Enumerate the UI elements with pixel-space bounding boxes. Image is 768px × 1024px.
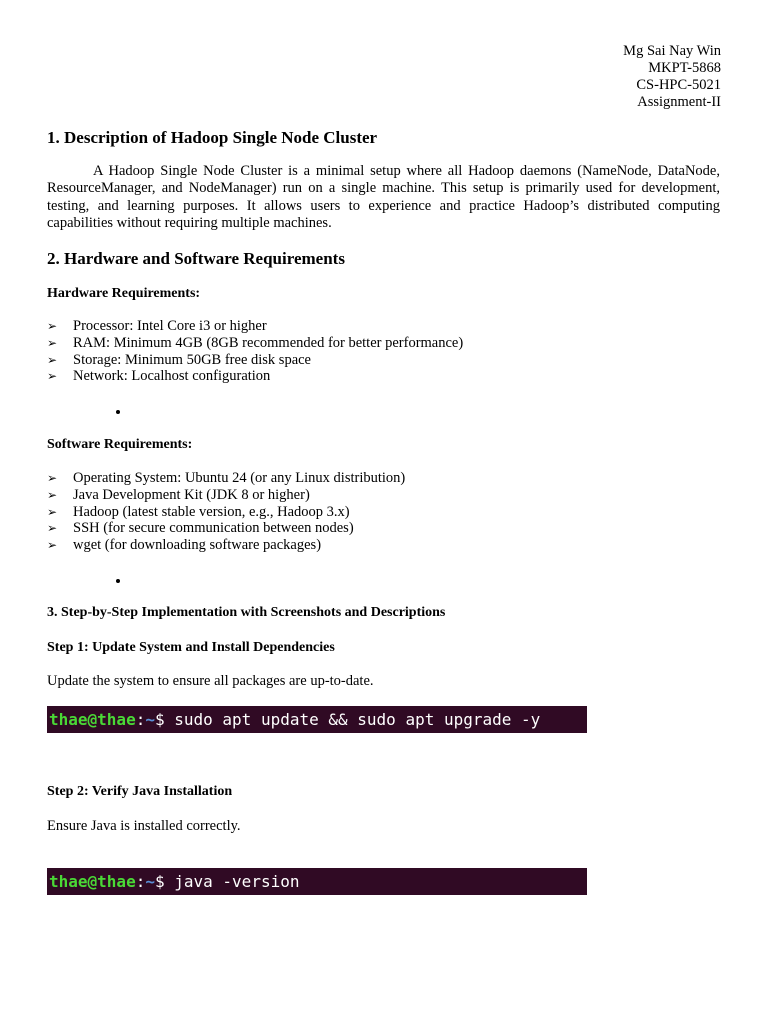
document-header: [623, 43, 721, 111]
list-item: ➢ Storage: Minimum 50GB free disk space: [47, 351, 311, 368]
list-item: ➢ Operating System: Ubuntu 24 (or any Linux distribution): [47, 470, 406, 486]
arrow-bullet-icon: ➢: [47, 471, 58, 485]
hardware-requirements-list: [47, 318, 463, 385]
section-2-title: 2. Hardware and Software Requirements: [47, 249, 345, 268]
list-item: ➢ RAM: Minimum 4GB (8GB recommended for better performance): [47, 334, 464, 351]
software-requirements-list: [47, 470, 405, 554]
empty-bullet-icon: [116, 410, 120, 414]
prompt-separator: :: [135, 710, 146, 729]
arrow-bullet-icon: ➢: [47, 521, 58, 536]
prompt-path: ~: [145, 872, 155, 891]
section-3-title: 3. Step-by-Step Implementation with Screenshots and Descriptions: [47, 605, 446, 620]
terminal-screenshot-java: [47, 868, 587, 895]
list-item: ➢ Processor: Intel Core i3 or higher: [47, 318, 267, 334]
arrow-bullet-icon: ➢: [47, 335, 58, 350]
arrow-bullet-icon: ➢: [47, 369, 58, 384]
section-1-title: 1. Description of Hadoop Single Node Cluster: [47, 128, 378, 147]
hardware-requirements-title: Hardware Requirements:: [47, 286, 201, 301]
arrow-bullet-icon: ➢: [47, 319, 58, 333]
course-code: CS-HPC-5021: [636, 77, 721, 93]
list-item: ➢ wget (for downloading software packages): [47, 537, 322, 554]
arrow-bullet-icon: ➢: [47, 538, 58, 553]
prompt-path: ~: [145, 710, 155, 729]
author-name: Mg Sai Nay Win: [623, 43, 721, 59]
prompt-symbol: $: [154, 872, 175, 891]
prompt-user: thae@thae: [49, 710, 136, 729]
list-item: ➢ SSH (for secure communication between nodes): [47, 520, 354, 537]
prompt-symbol: $: [154, 710, 175, 729]
list-item: ➢ Java Development Kit (JDK 8 or higher): [47, 486, 310, 503]
arrow-bullet-icon: ➢: [47, 352, 58, 367]
arrow-bullet-icon: ➢: [47, 487, 58, 502]
empty-bullet-icon: [116, 579, 120, 583]
student-id: MKPT-5868: [648, 60, 721, 76]
terminal-screenshot-update: [47, 706, 587, 733]
step-1-text: Update the system to ensure all packages are up-to-date.: [47, 673, 374, 689]
software-requirements-title: Software Requirements:: [47, 437, 193, 452]
step-2-text: Ensure Java is installed correctly.: [47, 818, 241, 834]
prompt-user: thae@thae: [49, 872, 136, 891]
terminal-command: sudo apt update && sudo apt upgrade -y: [174, 710, 541, 729]
arrow-bullet-icon: ➢: [47, 504, 58, 519]
assignment-label: Assignment-II: [637, 94, 721, 110]
section-1-paragraph: A Hadoop Single Node Cluster is a minimal setup where all Hadoop daemons (NameNode, DataNode, ResourceManager, and NodeManager) run on a single machine. This setup is primarily used for development, testing, and learning purposes. It allows users to experience and practice Hadoop’s distributed computing capabilities without requiring multiple machines.: [47, 163, 720, 231]
prompt-separator: :: [135, 872, 146, 891]
terminal-command: java -version: [174, 872, 300, 891]
list-item: ➢ Network: Localhost configuration: [47, 368, 271, 385]
list-item: ➢ Hadoop (latest stable version, e.g., Hadoop 3.x): [47, 503, 350, 520]
step-1-title: Step 1: Update System and Install Dependencies: [47, 640, 335, 655]
step-2-title: Step 2: Verify Java Installation: [47, 784, 233, 799]
